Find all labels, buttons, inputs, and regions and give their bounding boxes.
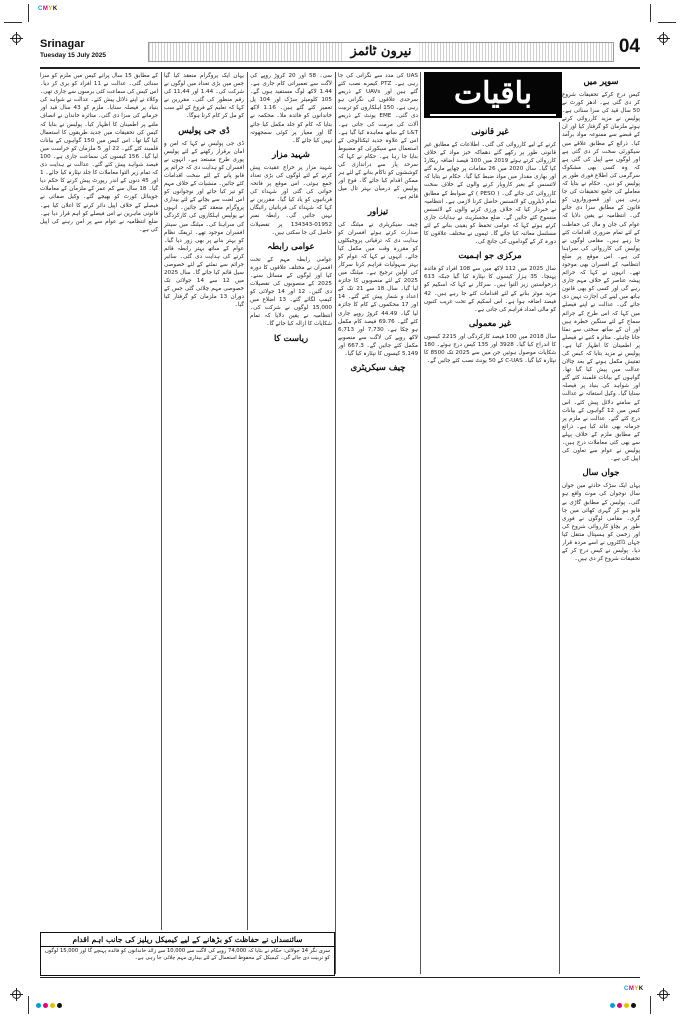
headline: تیزاور (367, 206, 389, 217)
masthead-left (40, 38, 106, 59)
newspaper-name: نیرون ٹائمز (343, 43, 420, 61)
article-column-2 (424, 122, 556, 974)
column-divider (247, 72, 248, 930)
article-body: یہاں ایک سڑک حادثے میں جواں سال نوجوان کی موت واقع ہو گئی۔ پولیس کے مطابق گاڑی بے قابو ہو کر گہری کھائی میں جا گری۔ مقامی لوگوں نے فوری طور پر بچاؤ کارروائی شروع کی اور زخمی کو ہسپتال منتقل کیا جہاں ڈاکٹروں نے اسے مردہ قرار دیا۔ پولیس نے کیس درج کر کے تحقیقات شروع کر دی ہیں۔ (562, 483, 640, 563)
page-number: 04 (618, 36, 640, 57)
crop-mark (650, 996, 651, 1014)
article-column-1 (562, 72, 640, 972)
city-name: Srinagar (40, 38, 85, 50)
article-body: سال 2025 میں 112 لاکھ میں سے 108 افراد کو فائدہ پہنچا۔ 35 ہزار کیسوں کا نپٹارہ کیا گیا جبکہ 613 درخواستیں زیر التوا ہیں۔ سرکار نے کہا کہ اسکیم کو مزید موثر بنانے کے لئے اقدامات کئے جا رہے ہیں۔ 42 فیصد اضافہ ہوا ہے۔ اس اسکیم کے تحت غریب کنبوں کو مالی امداد فراہم کی جاتی ہے۔ (424, 266, 556, 313)
banner-underline (430, 110, 556, 116)
article-column-3 (338, 72, 418, 974)
column-divider (335, 72, 336, 974)
header-rule (40, 67, 640, 69)
headline: ریاست کا (273, 333, 309, 344)
article-body: کے مطابق 15 سال پرانے کیس میں ملزم کو سزا سنائی گئی۔ عدالت نے 11 افراد کو بری کر دیا۔ اس کیس کی سماعت کئی برسوں سے جاری تھی۔ وکلاء نے اپنے دلائل پیش کئے۔ عدالت نے شواہد کی بنیاد پر فیصلہ سنایا۔ ملزم کو 43 سال قید اور جرمانے کی سزا دی گئی۔ متاثرہ خاندان نے انصاف ملنے پر اطمینان کا اظہار کیا۔ پولیس نے بتایا کہ کیس کی تحقیقات میں جدید طریقوں کا استعمال کیا گیا تھا۔ اس کیس میں 150 گواہوں کے بیانات قلمبند کئے گئے۔ 22 اور 5 ملزمان کو حراست میں لیا گیا۔ 156 کیسوں کی سماعت جاری ہے۔ 100 فیصد شواہد پیش کئے گئے۔ عدالت نے ہدایت دی کہ تمام زیر التوا معاملات کا جلد نپٹارہ کیا جائے۔ 1 اور 45 دنوں کے اندر رپورٹ پیش کرنے کا حکم دیا گیا۔ 18 سال سے کم عمر کے ملزمان کے معاملات جوینائل کورٹ کو بھیجے گئے۔ وکیل صفائی نے فیصلے کے خلاف اپیل دائر کرنے کا اعلان کیا ہے۔ قانونی ماہرین نے اس فیصلے کو اہم قرار دیا ہے۔ ضلع انتظامیہ نے عوام سے پر امن رہنے کی اپیل کی ہے۔ (40, 73, 158, 233)
crop-mark (28, 996, 29, 1014)
article-body: سی۔ 58 اور 20 کروڑ روپے کی لاگت سے تعمیراتی کام جاری ہے۔ 1.44 لاکھ لوگ مستفید ہوں گے۔ 105 کلومیٹر سڑک اور 104 پل تعمیر کئے گئے ہیں۔ 1.16 لاکھ خاندانوں کو فائدہ ملا۔ محکمہ نے بتایا کہ کام کو جلد مکمل کیا جائے گا اور معیار پر کوئی سمجھوتہ نہیں کیا جائے گا۔ (250, 73, 332, 144)
registration-mark-top-right (659, 34, 668, 43)
headline: شہید مزار (272, 149, 310, 160)
column-divider (420, 72, 421, 974)
registration-mark-top-left (12, 34, 21, 43)
article-column-5 (164, 72, 244, 930)
crop-mark (28, 4, 29, 22)
article-body: کرنے کے لیے کارروائی کی گئی۔ اطلاعات کے مطابق غیر قانونی طور پر رکھے گئے دھماکہ خیز مواد کے خلاف کارروائی کرتے ہوئے 2019 میں 100 فیصد اضافہ ریکارڈ کیا گیا۔ سال 2020 میں 26 مقامات پر چھاپے مارے گئے اور بھاری مقدار میں مواد ضبط کیا گیا۔ حکام نے بتایا کہ لائسنس کے بغیر کاروبار کرنے والوں کے خلاف سخت کارروائی کی جائے گی۔ ( PESO ) کے ضوابط کے مطابق تمام ڈیلروں کو لائسنس حاصل کرنا لازمی ہے۔ انتظامیہ نے خبردار کیا کہ خلاف ورزی کرنے والوں کے لائسنس منسوخ کئے جائیں گے۔ ضلع مجسٹریٹ نے ہدایات جاری کرتے ہوئے کہا کہ عوامی تحفظ کو یقینی بنانے کے لئے مسلسل معائنہ کیا جائے گا۔ ٹیموں نے مختلف علاقوں کا دورہ کر کے گوداموں کی جانچ کی۔ (424, 142, 556, 246)
boxed-news-item (40, 932, 335, 976)
article-body: چیف سیکریٹری نے میٹنگ کی صدارت کرتے ہوئے افسران کو ہدایت دی کہ ترقیاتی پروجیکٹوں کو مقررہ وقت میں مکمل کیا جائے۔ انہوں نے کہا کہ عوام کو بہتر سہولیات فراہم کرنا سرکار کی اولین ترجیح ہے۔ میٹنگ میں 2025 کے لئے منصوبوں کا جائزہ لیا گیا۔ سال 18 سے 21 تک کے اعداد و شمار پیش کئے گئے۔ 14 اور 17 محکموں کے کام کا جائزہ لیا گیا۔ 44.49 کروڑ روپے جاری کئے گئے۔ 69.76 فیصد کام مکمل ہو چکا ہے۔ 7,730 اور 6,713 لاکھ روپے کی لاگت سے منصوبے مکمل کئے جائیں گے۔ 667.3 اور 5,149 کیسوں کا نپٹارہ کیا گیا۔ (338, 221, 418, 357)
article-body: شہید مزار پر خراج عقیدت پیش کرنے کے لئے لوگوں کی بڑی تعداد جمع ہوئی۔ اس موقع پر فاتحہ خوانی کی گئی اور شہداء کی قربانیوں کو یاد کیا گیا۔ مقررین نے کہا کہ شہداء کی قربانیاں رائیگاں نہیں جائیں گی۔ رابطہ نمبر 01952-134343 پر تفصیلات حاصل کی جا سکتی ہیں۔ (250, 164, 332, 236)
headline: سوپر میں (583, 77, 619, 87)
article-body: ڈی جی پولیس نے کہا کہ امن و امان برقرار رکھنے کے لئے پولیس پوری طرح مستعد ہے۔ انہوں نے افسران کو ہدایت دی کہ جرائم پر قابو پانے کے لئے سخت اقدامات کئے جائیں۔ منشیات کے خلاف مہم کو تیز کیا جائے اور نوجوانوں کو اس لعنت سے بچانے کے لئے بیداری پروگرام منعقد کئے جائیں۔ انہوں نے پولیس اہلکاروں کی کارکردگی کی سراہنا کی۔ میٹنگ میں سینئر افسران موجود تھے۔ ٹریفک نظام کو بہتر بنانے پر بھی زور دیا گیا۔ عوام کے ساتھ بہتر رابطہ قائم کرنے کی ہدایت دی گئی۔ سائبر جرائم سے نمٹنے کے لئے خصوصی سیل قائم کیا جائے گا۔ سال 2025 میں 12 سے 14 جولائی تک خصوصی مہم چلائی گئی جس کے دوران 13 ملزمان کو گرفتار کیا گیا۔ (164, 140, 244, 309)
headline: مرکزی جو اہمیت (458, 251, 522, 262)
headline: چیف سیکریٹری (350, 363, 406, 374)
article-body: یہاں ایک پروگرام منعقد کیا گیا جس میں بڑی تعداد میں لوگوں نے شرکت کی۔ 1.44 اور 11,44 کی رقم منظور کی گئی۔ مقررین نے کہا کہ تعلیم کے فروغ کے لئے سب کو مل کر کام کرنا ہوگا۔ (164, 73, 244, 120)
headline: جواں سال (582, 468, 620, 479)
issue-date: Tuesday 15 July 2025 (40, 52, 107, 59)
masthead-band (148, 42, 614, 62)
article-body: سال 2018 میں 100 فیصد کارکردگی اور 2215 کیسوں کا اندراج کیا گیا۔ 3928 اور 135 کیس درج ہوئے۔ 180 شکایات موصول ہوئیں جن میں سے 2025 تک 8500 کا نپٹارہ کیا گیا۔ C-UAS کے 50 یونٹ نصب کئے جائیں گے۔ (424, 333, 556, 365)
cmyk-mark-bottom: CMYK (624, 986, 644, 992)
boxed-news-body: سری نگر 14 جولائی: حکام نے بتایا کہ 74,000 روپے کی لاگت سے 10,000 سے زائد خاندانوں کو فائدہ پہنچے گا اور 15,000 لوگوں کو تربیت دی جائے گی۔ کیمیکل کے محفوظ استعمال کے لئے بیداری مہم چلائی جا رہی ہے۔ (45, 948, 330, 962)
section-banner: باقیات (424, 72, 562, 118)
footer-rule (40, 977, 640, 978)
column-divider (161, 72, 162, 930)
headline: غیر معمولی (468, 318, 512, 329)
article-body: عوامی رابطہ مہم کے تحت افسران نے مختلف علاقوں کا دورہ کیا اور لوگوں کے مسائل سنے۔ 2025 کے منصوبوں کی تفصیلات دی گئیں۔ 12 اور 14 جولائی کو کیمپ لگائے گئے۔ 13 اضلاع میں 15,000 لوگوں نے شرکت کی۔ انتظامیہ نے یقین دلایا کہ تمام شکایات کا ازالہ کیا جائے گا۔ (250, 256, 332, 328)
color-bar-dots (36, 1003, 62, 1008)
cmyk-mark-top: CMYK (38, 6, 58, 12)
registration-mark-bottom-right (659, 990, 668, 999)
crop-mark (4, 22, 22, 23)
boxed-news-headline: سائنسداں نے حفاظت کو بڑھانے کے لیے کیمیکل ریلیز کی جانب اہم اقدام (41, 933, 334, 947)
article-body: UAS کی مدد سے نگرانی کی جا رہی ہے۔ PTZ کیمرے نصب کئے گئے ہیں اور UAVs کے ذریعے سرحدی علاقوں کی نگرانی ہو رہی ہے۔ 150 اہلکاروں کو تربیت دی گئی۔ EME یونٹ کے ذریعے آلات کی مرمت کی جاتی ہے۔ L&T کے ساتھ معاہدہ کیا گیا ہے۔ اس کے علاوہ جدید ٹیکنالوجی کے استعمال سے سیکورٹی کو مضبوط بنایا جا رہا ہے۔ حکام نے کہا کہ سرحد پار سے دراندازی کی کوششوں کو ناکام بنانے کے لئے ہر ممکن اقدام کیا جائے گا۔ فوج اور پولیس کے درمیان بہتر تال میل قائم ہے۔ (338, 73, 418, 201)
article-column-4 (250, 72, 332, 930)
article-body: کیس درج کرکے تحقیقات شروع کر دی گئی ہے۔ ادھر کورٹ نے 50 سال قید کی سزا سنائی ہے۔ پولیس نے مزید کارروائی کرتے ہوئے ملزمان کو گرفتار کیا اور ان کے قبضے سے ممنوعہ مواد برآمد کیا۔ ذرائع کے مطابق علاقے میں سیکورٹی سخت کر دی گئی ہے اور لوگوں سے اپیل کی گئی ہے کہ وہ کسی بھی مشکوک سرگرمی کی اطلاع فوری طور پر پولیس کو دیں۔ حکام نے بتایا کہ معاملے کی جامع تحقیقات کی جا رہی ہیں اور قصورواروں کو قانون کے مطابق سزا دی جائے گی۔ انتظامیہ نے یقین دلایا کہ عوام کی جان و مال کی حفاظت کے لئے تمام ضروری اقدامات کئے جا رہے ہیں۔ مقامی لوگوں نے پولیس کی کارروائی کی سراہنا کی ہے۔ اس موقع پر ضلع انتظامیہ کے افسران بھی موجود تھے۔ انہوں نے کہا کہ جرائم پیشہ عناصر کے خلاف مہم جاری رہے گی اور کسی کو بھی قانون ہاتھ میں لینے کی اجازت نہیں دی جائے گی۔ عدالت نے اپنے فیصلے میں کہا کہ اس طرح کے جرائم سماج کے لئے سنگین خطرہ ہیں اور ان کے ساتھ سختی سے نمٹا جانا چاہئے۔ متاثرہ کنبے نے فیصلے پر اطمینان کا اظہار کیا ہے۔ پولیس نے مزید بتایا کہ کیس کی تفتیش مکمل ہونے کے بعد چالان عدالت میں پیش کیا گیا تھا۔ گواہوں کے بیانات قلمبند کئے گئے اور شواہد کی بنیاد پر فیصلہ سنایا گیا۔ وکیل استغاثہ نے عدالت کے سامنے دلائل پیش کئے۔ اس کیس میں 12 گواہوں کے بیانات درج کئے گئے۔ عدالت نے ملزم پر جرمانہ بھی عائد کیا ہے۔ ذرائع کے مطابق ملزم کے خلاف پہلے سے بھی کئی معاملات درج ہیں۔ پولیس نے عوام سے تعاون کی اپیل کی ہے۔ (562, 92, 640, 463)
headline: غیر قانونی (471, 127, 509, 137)
headline: عوامی رابطہ (267, 241, 315, 252)
crop-mark (650, 4, 651, 22)
registration-mark-bottom-left (12, 990, 21, 999)
article-column-6 (40, 72, 158, 930)
masthead (40, 38, 640, 66)
color-bar-dots (610, 1003, 636, 1008)
column-divider (559, 122, 560, 974)
crop-mark (658, 22, 676, 23)
headline: ڈی جی پولیس (178, 125, 230, 136)
